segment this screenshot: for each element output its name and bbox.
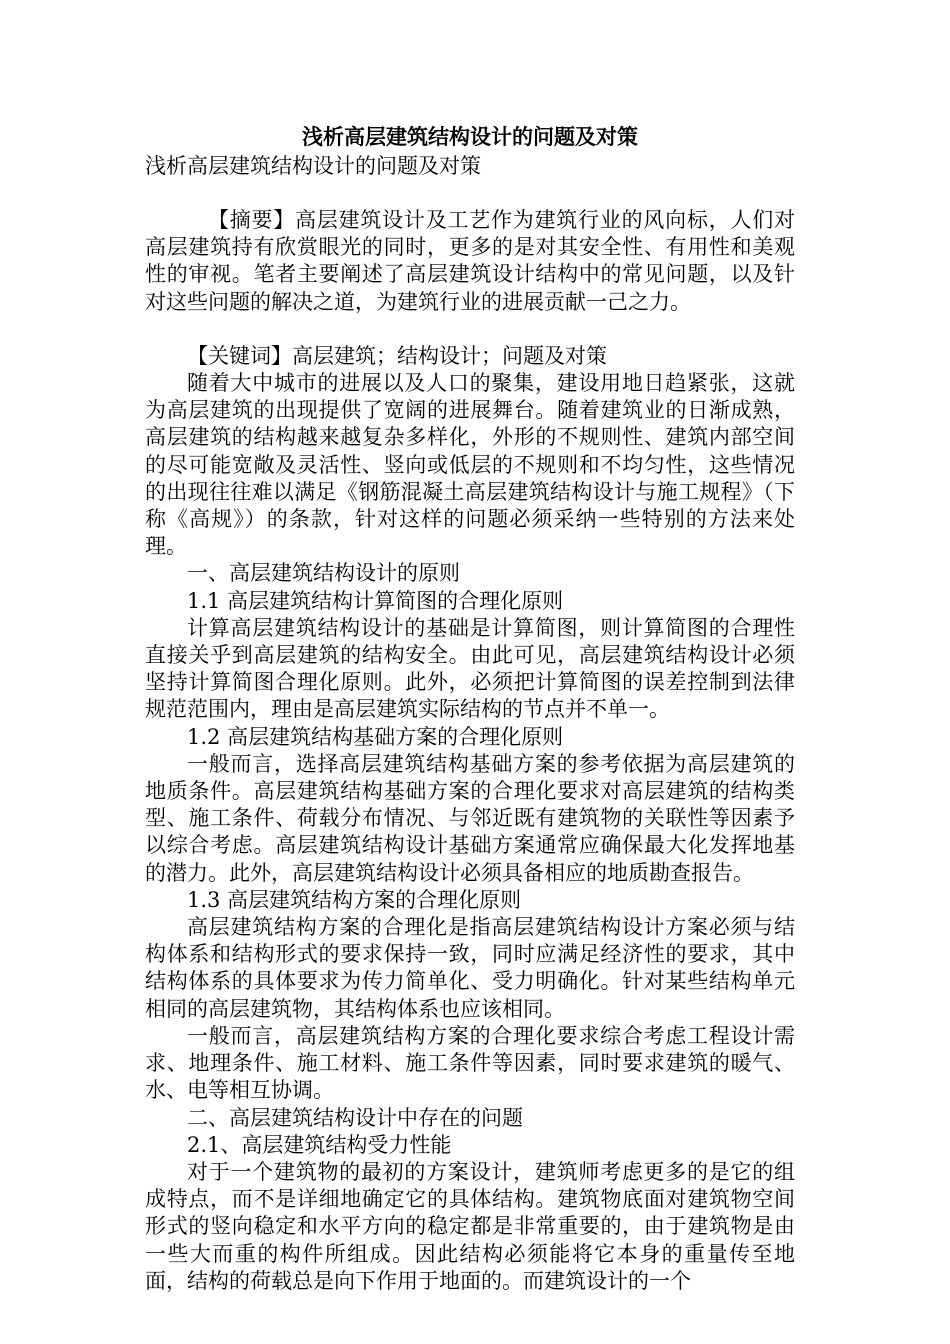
- blank-line: [145, 316, 795, 343]
- section-1-3-paragraph-2: 一般而言，高层建筑结构方案的合理化要求综合考虑工程设计需求、地理条件、施工材料、施工条件等因素，同时要求建筑的暖气、水、电等相互协调。: [145, 1023, 795, 1103]
- section-1-2-paragraph: 一般而言，选择高层建筑结构基础方案的参考依据为高层建筑的地质条件。高层建筑结构基础方案的合理化要求对高层建筑的结构类型、施工条件、荷载分布情况、与邻近既有建筑物的关联性等因素予以综合考虑。高层建筑结构设计基础方案通常应确保最大化发挥地基的潜力。此外，高层建筑结构设计必须具备相应的地质勘查报告。: [145, 751, 795, 885]
- section-1-3-heading: 1.3 高层建筑结构方案的合理化原则: [187, 887, 522, 912]
- section-2-1-heading: 2.1、高层建筑结构受力性能: [187, 1132, 452, 1157]
- blank-line: [145, 180, 795, 207]
- intro-paragraph: 随着大中城市的进展以及人口的聚集，建设用地日趋紧张，这就为高层建筑的出现提供了宽阔的进展舞台。随着建筑业的日渐成熟，高层建筑的结构越来越复杂多样化，外形的不规则性、建筑内部空间的尽可能宽敞及灵活性、竖向或低层的不规则和不均匀性，这些情况的出现往往难以满足《钢筋混凝土高层建筑结构设计与施工规程》（下称《高规》）的条款，针对这样的问题必须采纳一些特别的方法来处理。: [145, 371, 795, 559]
- section-1-1-paragraph: 计算高层建筑结构设计的基础是计算简图，则计算简图的合理性直接关乎到高层建筑的结构安全。由此可见，高层建筑结构设计必须坚持计算简图合理化原则。此外，必须把计算简图的误差控制到法律规范范围内，理由是高层建筑实际结构的节点并不单一。: [145, 615, 795, 722]
- section-1-2-heading: 1.2 高层建筑结构基础方案的合理化原则: [187, 724, 564, 749]
- keywords-line: 【关键词】高层建筑；结构设计；问题及对策: [187, 343, 607, 368]
- document-body: [145, 122, 795, 1295]
- document-subtitle: 浅析高层建筑结构设计的问题及对策: [145, 154, 481, 178]
- document-title: 浅析高层建筑结构设计的问题及对策: [302, 125, 638, 149]
- section-1-1-heading: 1.1 高层建筑结构计算简图的合理化原则: [187, 588, 564, 613]
- section-1-heading: 一、高层建筑结构设计的原则: [187, 561, 460, 586]
- section-2-heading: 二、高层建筑结构设计中存在的问题: [187, 1105, 523, 1130]
- section-2-1-paragraph: 对于一个建筑物的最初的方案设计，建筑师考虑更多的是它的组成特点，而不是详细地确定它的具体结构。建筑物底面对建筑物空间形式的竖向稳定和水平方向的稳定都是非常重要的，由于建筑物是由一些大而重的构件所组成。因此结构必须能将它本身的重量传至地面，结构的荷载总是向下作用于地面的。而建筑设计的一个: [145, 1159, 795, 1293]
- abstract-paragraph: 【摘要】高层建筑设计及工艺作为建筑行业的风向标，人们对高层建筑持有欣赏眼光的同时，更多的是对其安全性、有用性和美观性的审视。笔者主要阐述了高层建筑设计结构中的常见问题，以及针对这些问题的解决之道，为建筑行业的进展贡献一己之力。: [145, 208, 795, 314]
- section-1-3-paragraph-1: 高层建筑结构方案的合理化是指高层建筑结构设计方案必须与结构体系和结构形式的要求保持一致，同时应满足经济性的要求，其中结构体系的具体要求为传力简单化、受力明确化。针对某些结构单元相同的高层建筑物，其结构体系也应该相同。: [145, 915, 795, 1021]
